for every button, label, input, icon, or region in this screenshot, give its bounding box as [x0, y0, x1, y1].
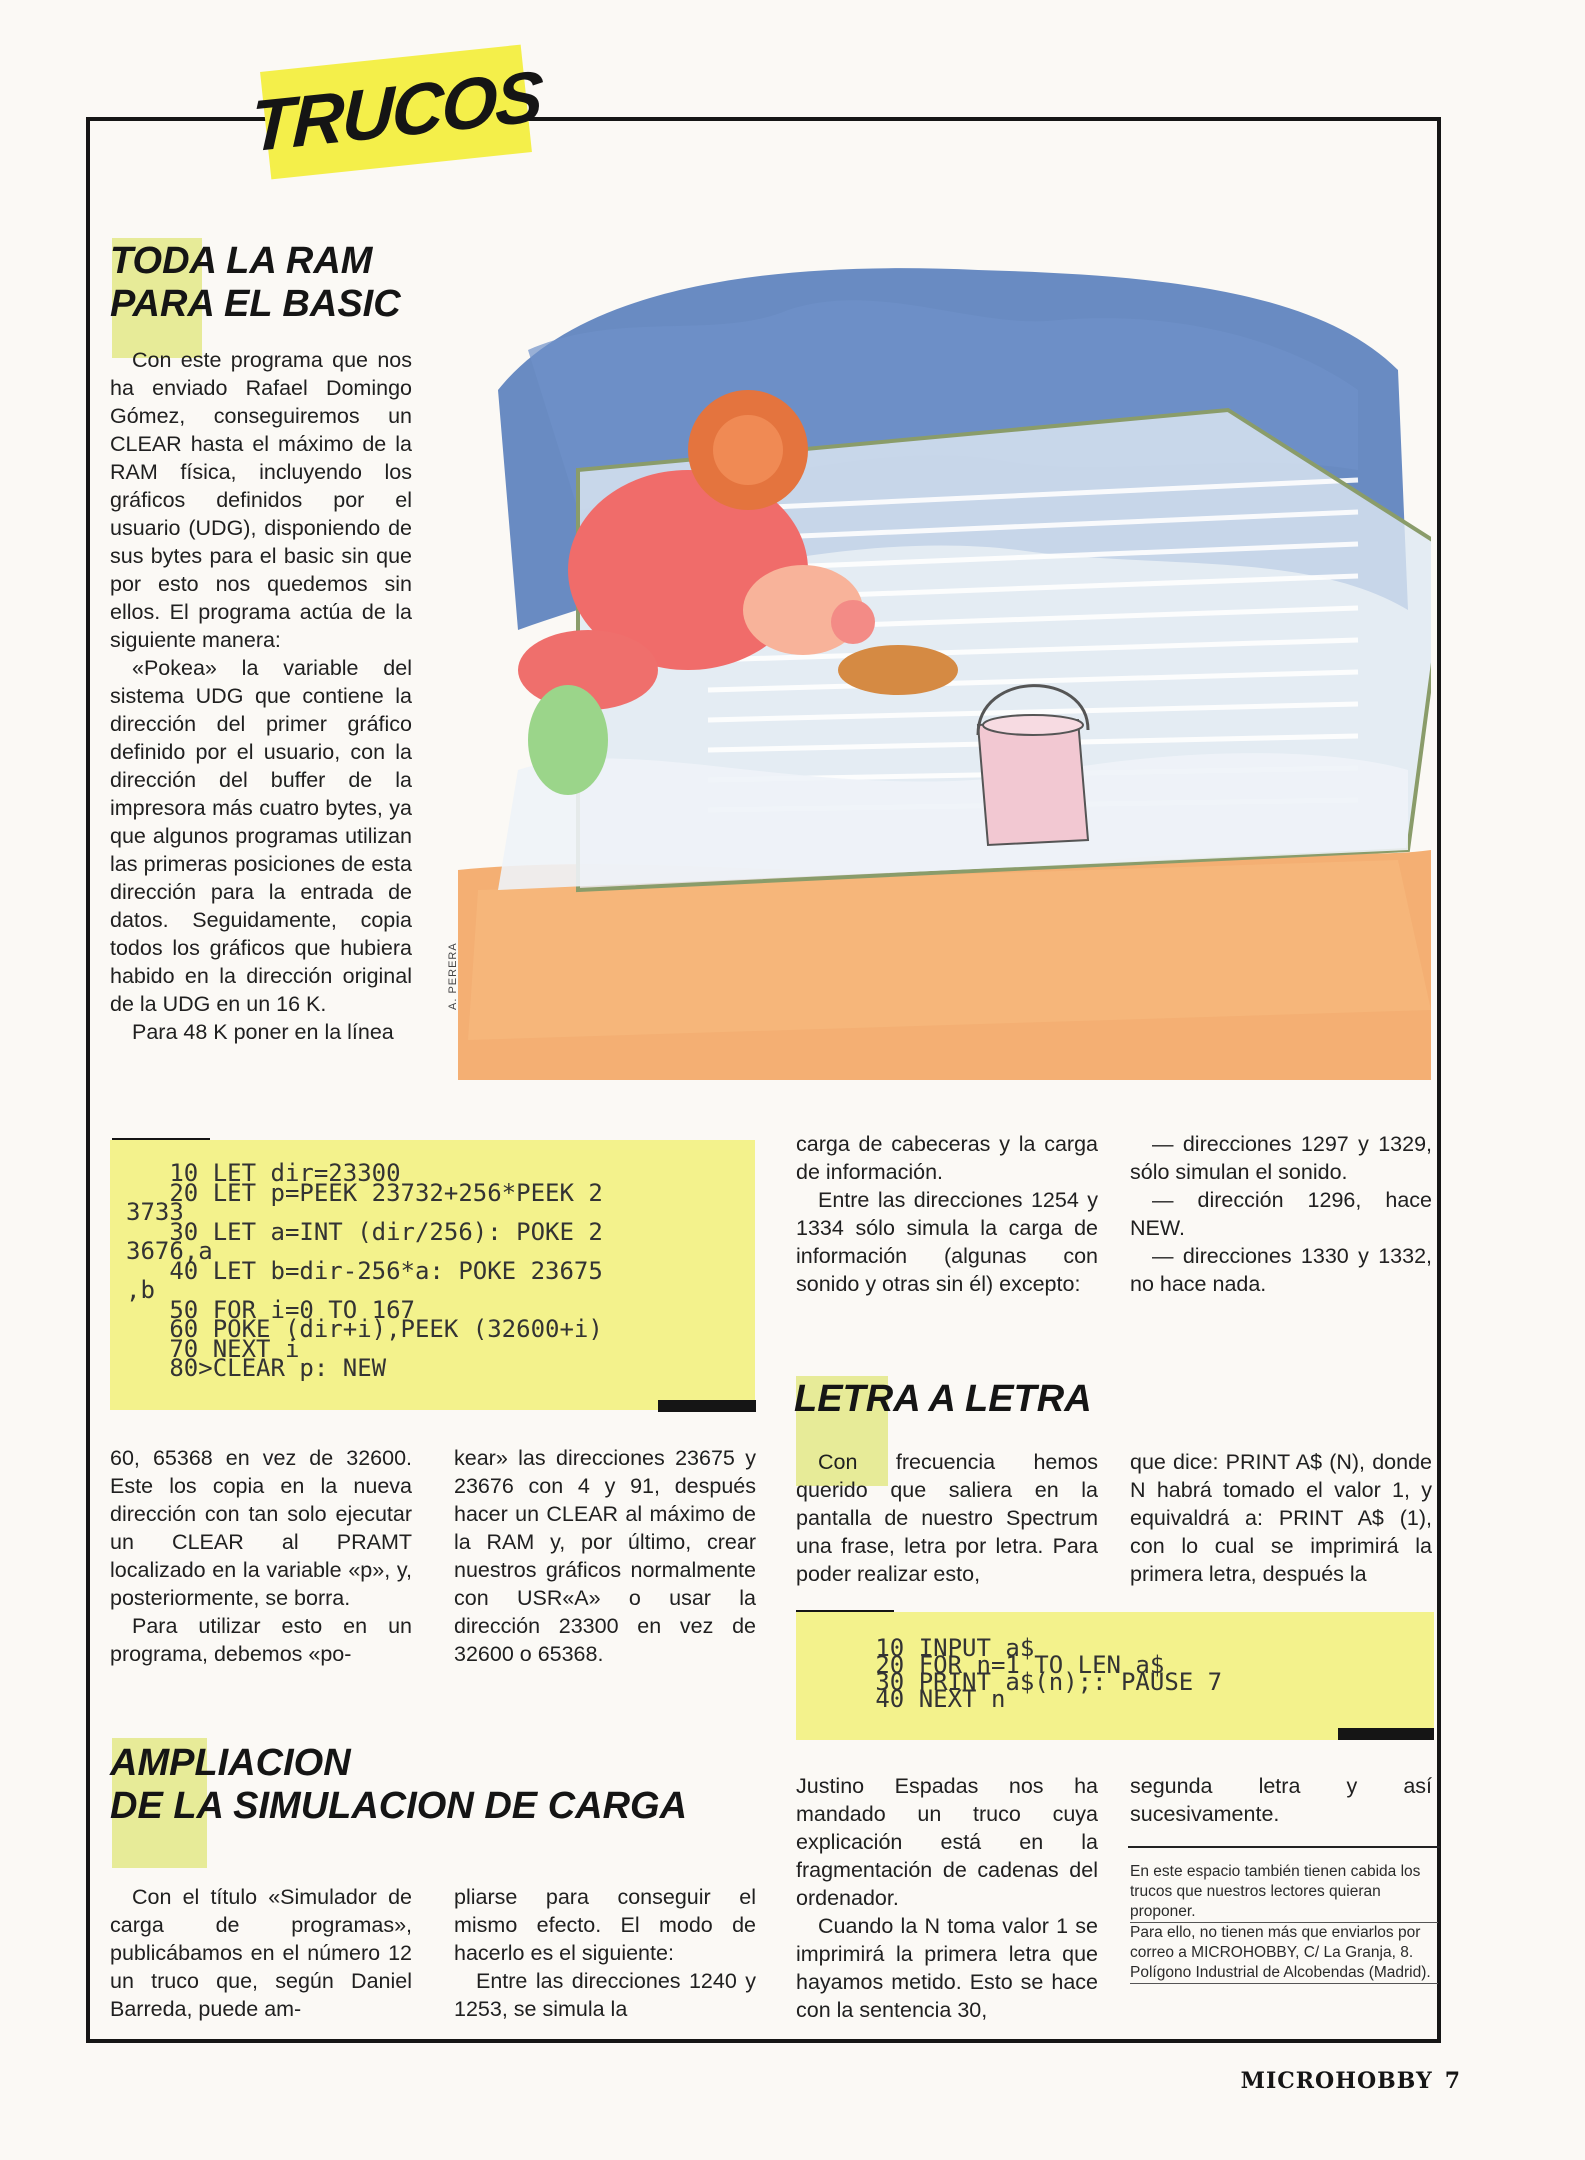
article-column	[110, 1883, 412, 2023]
code-listing: 10 LET dir=23300 20 LET p=PEEK 23732+256*PEEK 2 3733 30 LET a=INT (dir/256): POKE 2 3676,a 40 LET b=dir-256*a: POKE 23675 ,b 50 FOR i=0 TO 167 60 POKE (dir+i),PEEK (32600+i) 70 NEXT i 80>CLEAR p: NEW	[126, 1159, 603, 1382]
paragraph: — dirección 1296, hace NEW.	[1130, 1188, 1432, 1240]
paragraph: Para 48 K poner en la línea	[132, 1020, 394, 1044]
paragraph: Para utilizar esto en un programa, debemos «po-	[110, 1614, 412, 1666]
note-line: En este espacio también tienen cabida los trucos que nuestros lectores quieran proponer.	[1130, 1862, 1438, 1923]
code-bar	[658, 1400, 756, 1412]
title-line: AMPLIACION	[110, 1742, 351, 1784]
article-column	[454, 1444, 756, 1668]
illustration	[458, 250, 1431, 1080]
article-column	[454, 1883, 756, 2023]
paragraph: Justino Espadas nos ha mandado un truco cuya explicación está en la fragmentación de cadenas del ordenador.	[796, 1774, 1098, 1910]
article-column	[1130, 1772, 1432, 1828]
paragraph: carga de cabeceras y la carga de información.	[796, 1132, 1098, 1184]
article-column	[110, 346, 412, 1046]
paragraph: Con el título «Simulador de carga de programas», publicábamos en el número 12 un truco que, según Daniel Barreda, puede am-	[110, 1885, 412, 2021]
article-title	[110, 240, 401, 325]
title-line: TODA LA RAM	[110, 240, 373, 282]
article-column	[796, 1130, 1098, 1298]
page-footer	[1241, 2068, 1461, 2094]
title-line: DE LA SIMULACION DE CARGA	[110, 1784, 688, 1827]
paragraph: Entre las direcciones 1254 y 1334 sólo simula la carga de información (algunas con sonido y otras sin él) excepto:	[796, 1188, 1098, 1296]
illustration-credit: A. PERERA	[447, 942, 459, 1010]
article-column	[796, 1772, 1098, 2024]
paragraph: «Pokea» la variable del sistema UDG que contiene la dirección del primer gráfico definido por el usuario, con la dirección del buffer de la impresora más cuatro bytes, ya que algunos programas utilizan las primeras posiciones de esta dirección para la entrada de datos. Seguidamente, copia todos los gráficos que hubiera habido en la dirección original de la UDG en un 16 K.	[110, 656, 412, 1016]
title-line: PARA EL BASIC	[110, 282, 401, 325]
paragraph: que dice: PRINT A$ (N), donde N habrá tomado el valor 1, y equivaldrá a: PRINT A$ (1), con lo cual se imprimirá la primera letra, después la	[1130, 1450, 1432, 1586]
paragraph: — direcciones 1330 y 1332, no hace nada.	[1130, 1244, 1432, 1296]
article-column	[110, 1444, 412, 1668]
code-bar	[1338, 1728, 1434, 1740]
article-title	[110, 1742, 687, 1827]
paragraph: Con este programa que nos ha enviado Rafael Domingo Gómez, conseguiremos un CLEAR hasta el máximo de la RAM física, incluyendo los gráficos definidos por el usuario (UDG), disponiendo de sus bytes para el basic sin que por esto nos quedemos sin ellos. El programa actúa de la siguiente manera:	[110, 348, 412, 652]
paragraph: — direcciones 1297 y 1329, sólo simulan el sonido.	[1130, 1132, 1432, 1184]
paragraph: Cuando la N toma valor 1 se imprimirá la primera letra que hayamos metido. Esto se hace con la sentencia 30,	[796, 1914, 1098, 2022]
note-divider	[1128, 1846, 1440, 1848]
paragraph: Entre las direcciones 1240 y 1253, se simula la	[454, 1969, 756, 2021]
paragraph: Con frecuencia hemos querido que saliera en la pantalla de nuestro Spectrum una frase, letra por letra. Para poder realizar esto,	[796, 1450, 1098, 1586]
note-line: Para ello, no tienen más que enviarlos por correo a MICROHOBBY, C/ La Granja, 8. Polígono Industrial de Alcobendas (Madrid).	[1130, 1923, 1438, 1984]
magazine-name: MICROHOBBY	[1240, 2068, 1433, 2094]
code-listing: 10 INPUT a$ 20 FOR n=1 TO LEN a$ 30 PRINT a$(n);: PAUSE 7 40 NEXT n	[875, 1634, 1223, 1713]
article-column	[796, 1448, 1098, 1588]
article-column	[1130, 1448, 1432, 1588]
paragraph: pliarse para conseguir el mismo efecto. El modo de hacerlo es el siguiente:	[454, 1885, 756, 1965]
paragraph: segunda letra y así sucesivamente.	[1130, 1774, 1432, 1826]
article-column	[1130, 1130, 1432, 1298]
article-title	[794, 1378, 1092, 1421]
section-title: TRUCOS	[249, 56, 543, 168]
reader-note	[1130, 1862, 1438, 1984]
title-line: LETRA A LETRA	[794, 1378, 1092, 1420]
paragraph: 60, 65368 en vez de 32600. Este los copia en la nueva dirección con tan solo ejecutar un CLEAR al PRAMT localizado en la variable «p», y, posteriormente, se borra.	[110, 1446, 412, 1610]
paragraph: kear» las direcciones 23675 y 23676 con 4 y 91, después hacer un CLEAR al máximo de la RAM y, por último, crear nuestros gráficos normalmente con USR«A» o usar la dirección 23300 en vez de 32600 o 65368.	[454, 1446, 756, 1666]
page-number: 7	[1444, 2068, 1461, 2094]
